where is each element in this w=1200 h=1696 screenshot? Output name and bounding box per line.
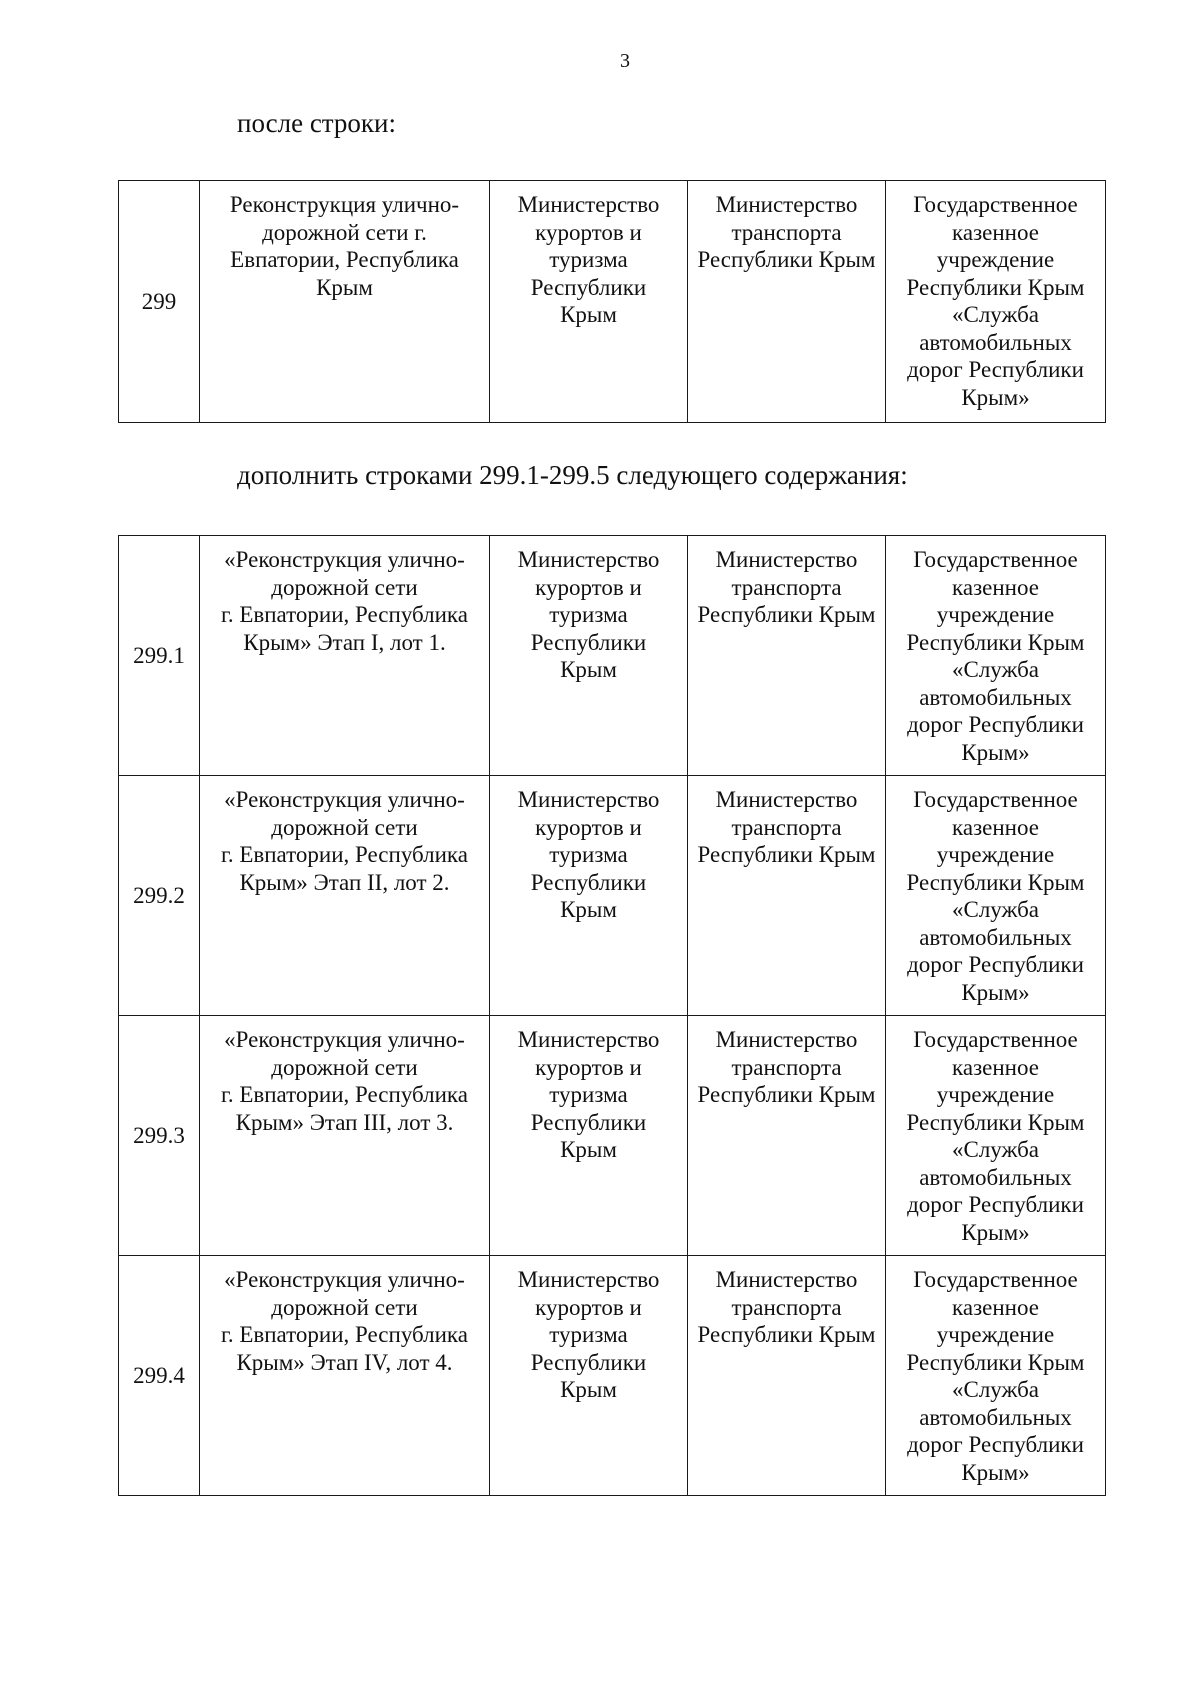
customer-cell: Государственное казенное учреждение Республики Крым «Служба автомобильных дорог Республики Крым» xyxy=(886,536,1106,776)
row-number: 299.3 xyxy=(119,1016,200,1256)
object-name-cell: Реконструкция улично- дорожной сети г. Евпатории, Республика Крым xyxy=(200,181,490,423)
row-number: 299.1 xyxy=(119,536,200,776)
ministry-transport-cell: Министерство транспорта Республики Крым xyxy=(688,181,886,423)
object-name-cell: «Реконструкция улично- дорожной сети г. Евпатории, Республика Крым» Этап III, лот 3. xyxy=(200,1016,490,1256)
customer-cell: Государственное казенное учреждение Республики Крым «Служба автомобильных дорог Республики Крым» xyxy=(886,181,1106,423)
ministry-resorts-cell: Министерство курортов и туризма Республики Крым xyxy=(490,1016,688,1256)
ministry-transport-cell: Министерство транспорта Республики Крым xyxy=(688,536,886,776)
row-number: 299.4 xyxy=(119,1256,200,1496)
customer-cell: Государственное казенное учреждение Республики Крым «Служба автомобильных дорог Республики Крым» xyxy=(886,1016,1106,1256)
table-row xyxy=(119,1016,1106,1256)
ministry-transport-cell: Министерство транспорта Республики Крым xyxy=(688,1256,886,1496)
ministry-resorts-cell: Министерство курортов и туризма Республики Крым xyxy=(490,536,688,776)
object-name-cell: «Реконструкция улично- дорожной сети г. Евпатории, Республика Крым» Этап I, лот 1. xyxy=(200,536,490,776)
ministry-transport-cell: Министерство транспорта Республики Крым xyxy=(688,1016,886,1256)
append-instruction: дополнить строками 299.1-299.5 следующего содержания: xyxy=(237,460,908,490)
ministry-resorts-cell: Министерство курортов и туризма Республики Крым xyxy=(490,181,688,423)
new-rows-table xyxy=(118,535,1106,1496)
ministry-transport-cell: Министерство транспорта Республики Крым xyxy=(688,776,886,1016)
page-number: 3 xyxy=(620,50,630,72)
table-row xyxy=(119,536,1106,776)
row-number: 299 xyxy=(119,181,200,423)
object-name-cell: «Реконструкция улично- дорожной сети г. Евпатории, Республика Крым» Этап IV, лот 4. xyxy=(200,1256,490,1496)
intro-text: после строки: xyxy=(237,108,396,138)
ministry-resorts-cell: Министерство курортов и туризма Республики Крым xyxy=(490,776,688,1016)
table-row xyxy=(119,181,1106,423)
ministry-resorts-cell: Министерство курортов и туризма Республики Крым xyxy=(490,1256,688,1496)
original-row-table xyxy=(118,180,1106,423)
customer-cell: Государственное казенное учреждение Республики Крым «Служба автомобильных дорог Республики Крым» xyxy=(886,1256,1106,1496)
object-name-cell: «Реконструкция улично- дорожной сети г. Евпатории, Республика Крым» Этап II, лот 2. xyxy=(200,776,490,1016)
row-number: 299.2 xyxy=(119,776,200,1016)
table-row xyxy=(119,1256,1106,1496)
table-row xyxy=(119,776,1106,1016)
customer-cell: Государственное казенное учреждение Республики Крым «Служба автомобильных дорог Республики Крым» xyxy=(886,776,1106,1016)
